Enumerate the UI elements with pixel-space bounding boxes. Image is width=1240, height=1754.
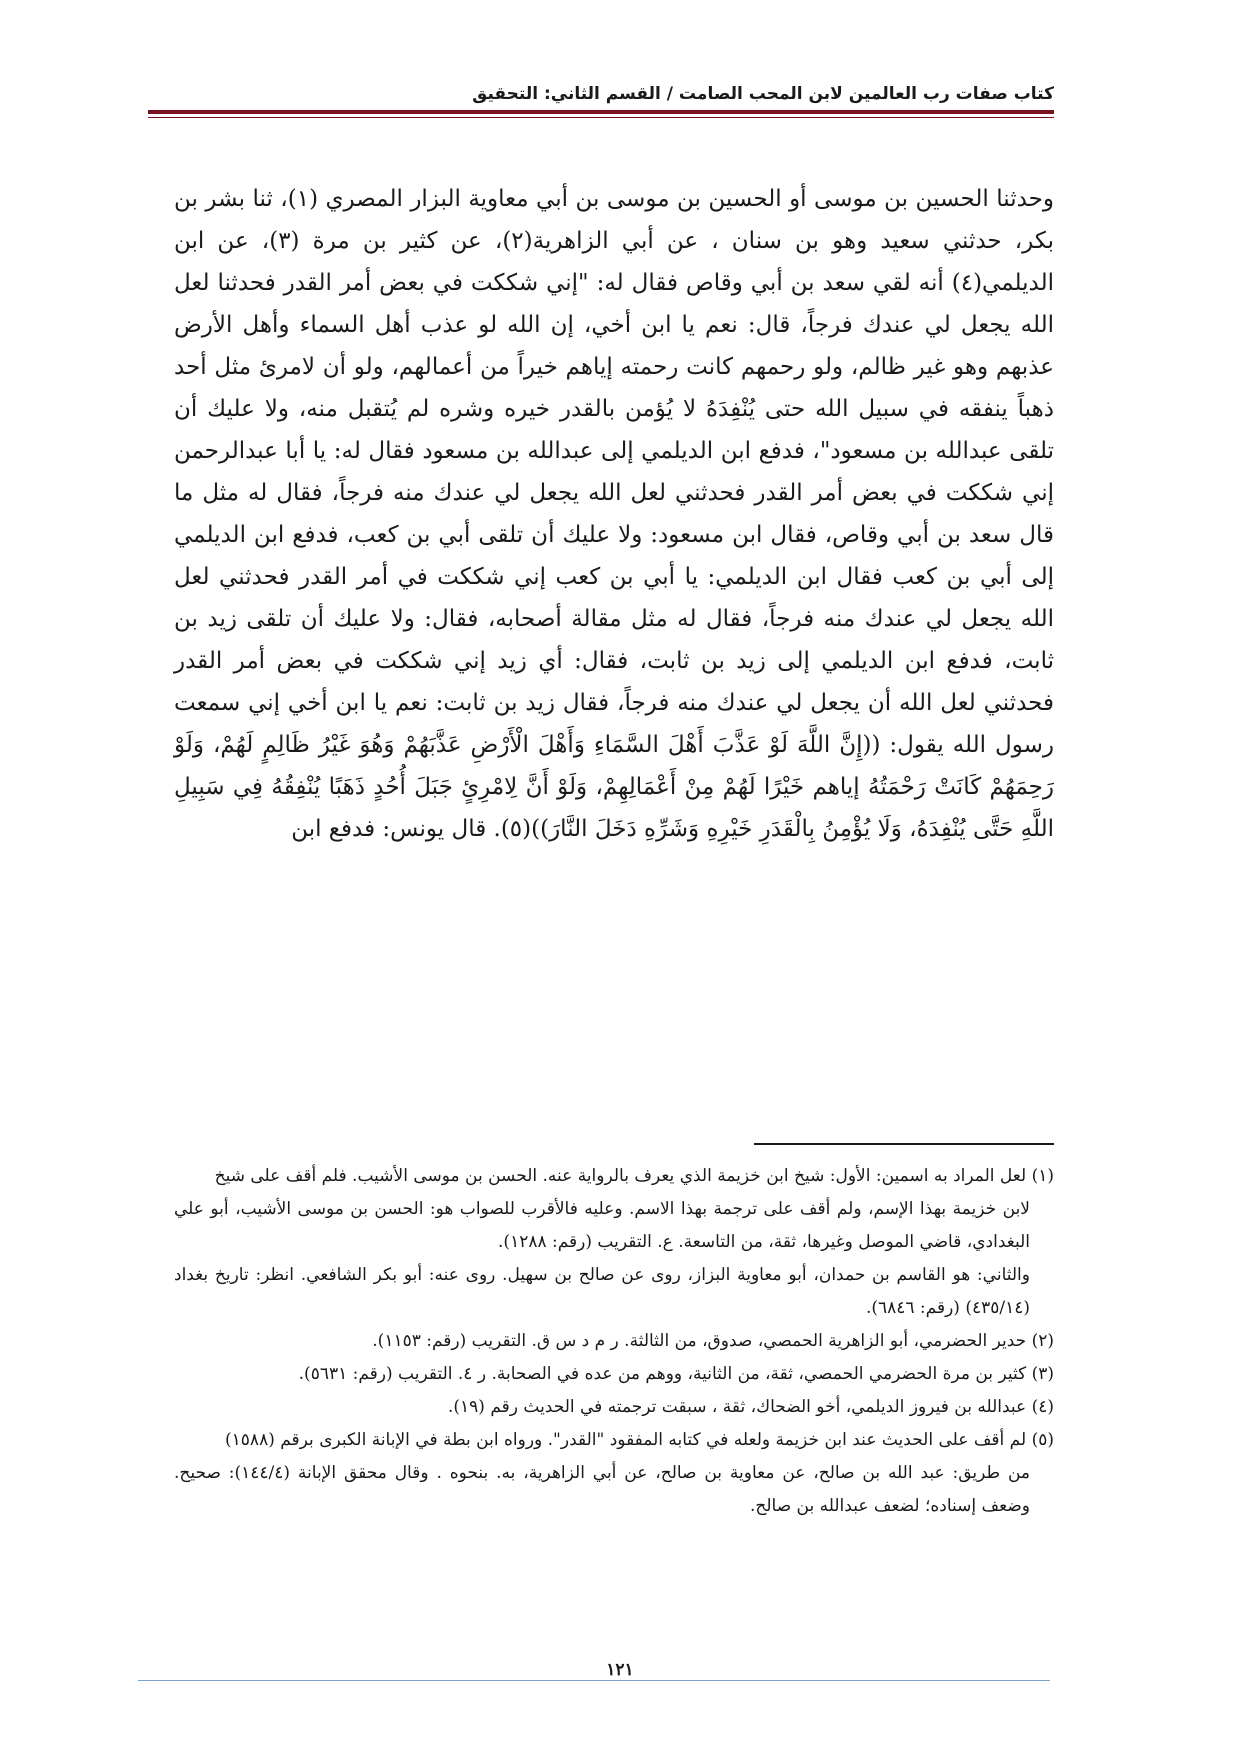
footnote-5 bbox=[174, 1424, 1054, 1523]
page-number: ١٢١ bbox=[596, 1660, 643, 1680]
header-rule-thin bbox=[148, 117, 1054, 118]
footnote-3 bbox=[174, 1358, 1054, 1391]
footnotes-block bbox=[174, 1160, 1054, 1523]
footnote-separator bbox=[754, 1143, 1054, 1145]
footnote-1-second-part bbox=[174, 1259, 1054, 1325]
footnote-1-second-text: والثاني: هو القاسم بن حمدان، أبو معاوية البزاز، روى عن صالح بن سهيل. روى عنه: أبو بكر الشافعي. انظر: تاريخ بغداد (٤٣٥/١٤) (رقم: ٦٨٤٦). bbox=[174, 1265, 1030, 1318]
body-paragraph: وحدثنا الحسين بن موسى أو الحسين بن موسى بن أبي معاوية البزار المصري (١)، ثنا بشر بن بكر، حدثني سعيد وهو بن سنان ، عن أبي الزاهرية(٢)، عن كثير بن مرة (٣)، عن ابن الديلمي(٤) أنه لقي سعد بن أبي وقاص فقال له: "إني شككت في بعض أمر القدر فحدثنا لعل الله يجعل لي عندك فرجاً، قال: نعم يا ابن أخي، إن الله لو عذب أهل السماء وأهل الأرض عذبهم وهو غير ظالم، ولو رحمهم كانت رحمته إياهم خيراً من أعمالهم، ولو أن لامرئ مثل أحد ذهباً ينفقه في سبيل الله حتى يُنْفِدَهُ لا يُؤمن بالقدر خيره وشره لم يُتقبل منه، ولا عليك أن تلقى عبدالله بن مسعود"، فدفع ابن الديلمي إلى عبدالله بن مسعود فقال له: يا أبا عبدالرحمن إني شككت في بعض أمر القدر فحدثني لعل الله يجعل لي عندك منه فرجاً، فقال له مثل ما قال سعد بن أبي وقاص، فقال ابن مسعود: ولا عليك أن تلقى أبي بن كعب، فدفع ابن الديلمي إلى أبي بن كعب فقال ابن الديلمي: يا أبي بن كعب إني شككت في أمر القدر فحدثني لعل الله يجعل لي عندك منه فرجاً، فقال له مثل مقالة أصحابه، فقال: ولا عليك أن تلقى زيد بن ثابت، فدفع ابن الديلمي إلى زيد بن ثابت، فقال: أي زيد إني شككت في بعض أمر القدر فحدثني لعل الله أن يجعل لي عندك منه فرجاً، فقال زيد بن ثابت: نعم يا ابن أخي إني سمعت رسول الله يقول: ((إِنَّ اللَّهَ لَوْ عَذَّبَ أَهْلَ السَّمَاءِ وَأَهْلَ الْأَرْضِ عَذَّبَهُمْ وَهُوَ غَيْرُ ظَالِمٍ لَهُمْ، وَلَوْ رَحِمَهُمْ كَانَتْ رَحْمَتُهُ إياهم خَيْرًا لَهُمْ مِنْ أَعْمَالِهِمْ، وَلَوْ أَنَّ لِامْرِئٍ جَبَلَ أُحُدٍ ذَهَبًا يُنْفِقُهُ فِي سَبِيلِ اللَّهِ حَتَّى يُنْفِدَهُ، وَلَا يُؤْمِنُ بِالْقَدَرِ خَيْرِهِ وَشَرِّهِ دَخَلَ النَّارَ))(٥). قال يونس: فدفع ابن bbox=[174, 186, 1054, 842]
footnote-1-continuation: لابن خزيمة بهذا الإسم، ولم أقف على ترجمة بهذا الاسم. وعليه فالأقرب للصواب هو: الحسن بن موسى الأشيب، أبو علي البغدادي، قاضي الموصل وغيرها، ثقة، من التاسعة. ع. التقريب (رقم: ١٢٨٨). bbox=[174, 1199, 1030, 1252]
footnote-5-continuation: من طريق: عبد الله بن صالح، عن معاوية بن صالح، عن أبي الزاهرية، به. بنحوه . وقال محقق الإبانة (١٤٤/٤): صحيح. وضعف إسناده؛ لضعف عبدالله بن صالح. bbox=[174, 1463, 1030, 1516]
footnote-4 bbox=[174, 1391, 1054, 1424]
footnote-5-text: (٥) لم أقف على الحديث عند ابن خزيمة ولعله في كتابه المفقود "القدر". ورواه ابن بطة في الإبانة الكبرى برقم (١٥٨٨) bbox=[225, 1430, 1054, 1450]
footnote-4-text: (٤) عبدالله بن فيروز الديلمي، أخو الضحاك، ثقة ، سبقت ترجمته في الحديث رقم (١٩). bbox=[447, 1397, 1054, 1417]
header-rule-thick bbox=[148, 110, 1054, 114]
footnote-1 bbox=[174, 1160, 1054, 1259]
page-number-wrapper bbox=[0, 1660, 1240, 1680]
footnote-2-text: (٢) حدير الحضرمي، أبو الزاهرية الحمصي، صدوق، من الثالثة. ر م د س ق. التقريب (رقم: ١١٥٣). bbox=[372, 1331, 1054, 1351]
footnote-2 bbox=[174, 1325, 1054, 1358]
footnote-1-text: (١) لعل المراد به اسمين: الأول: شيخ ابن خزيمة الذي يعرف بالرواية عنه. الحسن بن موسى الأشيب. فلم أقف على شيخ bbox=[214, 1166, 1054, 1186]
footer-rule bbox=[138, 1680, 1050, 1681]
running-header-title: كتاب صفات رب العالمين لابن المحب الصامت / القسم الثاني: التحقيق bbox=[472, 84, 1054, 104]
footnote-3-text: (٣) كثير بن مرة الحضرمي الحمصي، ثقة، من الثانية، ووهم من عده في الصحابة. ر ٤. التقريب (رقم: ٥٦٣١). bbox=[298, 1364, 1054, 1384]
main-text-block bbox=[174, 178, 1054, 850]
